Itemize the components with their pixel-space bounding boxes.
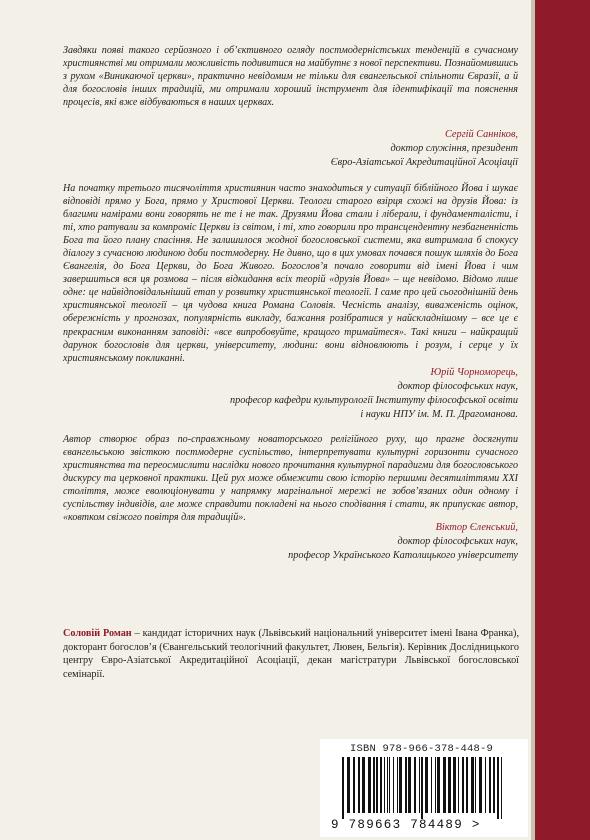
review-1-signature xyxy=(331,128,518,170)
review-2-signature xyxy=(230,366,518,422)
review-2-author: Юрій Чорноморець, xyxy=(430,367,518,378)
author-bio xyxy=(63,627,519,681)
review-1-credential-line: доктор служіння, президент xyxy=(390,143,518,154)
author-bio-text: – кандидат історичних наук (Львівський національний університет імені Івана Франка), докторант богослов’я (Євангельський теологічний факультет, Лювен, Бельгія). Керівник Дослідницького центру Євро-Азіатської Акредитаційної Асоціації, декан магістратури Львівської богословської семінарії. xyxy=(63,628,520,680)
review-2-credential-line: доктор філософських наук, xyxy=(397,381,518,392)
isbn-barcode-block xyxy=(320,739,528,837)
barcode-digits: 9 789663 784489 > xyxy=(331,818,481,832)
review-3-credential-line: професор Українського Католицького університету xyxy=(288,550,518,561)
review-3-author: Віктор Єленський, xyxy=(435,522,518,533)
review-1-author: Сергій Санніков, xyxy=(444,129,518,140)
review-2-credential-line: професор кафедри культурології Інституту філософської освіти xyxy=(229,395,518,406)
review-3-text: Автор створює образ по-справжньому новаторського релігійного руху, що прагне досягнути євангельською звісткою постмодерне суспільство, інтерпретувати культурні горизонти сучасного християнства та переосмислити наслідки нового прочитання культурної парадигми для богословського дискурсу та церковної практики. Цей рух може обмежити свою історію першими десятиліттями ХХІ століття, може еволюціонувати у напрямку маргінальної мережі не зобов’язаних один одному і суспільству індивідів, але може справдити покладені на нього сподівання і стати, як припускає автор, «ковтком свіжого повітря для традицій». xyxy=(63,434,518,524)
review-3-signature xyxy=(288,521,518,563)
isbn-label: ISBN 978-966-378-448-9 xyxy=(350,743,494,755)
review-3-credential-line: доктор філософських наук, xyxy=(397,536,518,547)
barcode-icon xyxy=(342,757,506,819)
review-1-text: Завдяки появі такого серйозного і об’єктивного огляду постмодерністських тенденцій в сучасному християнстві ми отримали можливість подивитися на майбутнє з нової перспективи. Познайомившись з рухом «Виникаючої церкви», практично невідомим не тільки для євангельської спільноти Євразії, а й для богословів інших традицій, ми отримали хороший інструмент для ідентифікації та пояснення процесів, які вже відбуваються в наших церквах. xyxy=(63,45,518,109)
author-name: Соловій Роман xyxy=(63,628,132,639)
review-2-credential-line: і науки НПУ ім. М. П. Драгоманова. xyxy=(360,409,518,420)
spine-band xyxy=(535,0,590,840)
review-1-credential-line: Євро-Азіатської Акредитаційної Асоціації xyxy=(330,157,518,168)
review-2-text: На початку третього тисячоліття християнин часто знаходиться у ситуації біблійного Йова і шукає відповіді прямо у Бога, прямо у Христової Церкви. Теологи старого взірця схожі на друзів Йова: із благими намірами вони говорять не те і не так. Друзями Йова стали і ліберали, і фундаменталісти, і ті, хто ратували за компроміс Церкви із світом, і ті, хто говорили про трансцендентну незбагненність Бога та його плану спасіння. Не залишилося жодної богословської системи, яка витримала б спокусу діалогу з сучасною людиною доби постмодерну. Не дивно, що в цих умовах почався пошук шляхів до Бога Євангелія, до Бога Церкви, до Бога Живого. Богослов’я почало говорити від імені Йова і чим завершиться вся ця розмова – після відкидання всіх теорій «друзів Йова» – ще невідомо. Відомо лише одне: це найвідповідальніший етап у розвитку християнської теології. І саме про цей сьогоднішній день християнської теології – ця чудова книга Романа Соловія. Чесність аналізу, виваженість оцінок, обережність у прогнозах, популярність викладу, бажання розібратися у найскладнішому – все це є прекрасним виконанням заповіді: «все випробовуйте, кращого тримайтеся». Такі книги – найкращий дарунок богословів для церкви, університету, людини: вони відновлюють і розум, і серце у їх християнському покликанні. xyxy=(63,183,518,364)
